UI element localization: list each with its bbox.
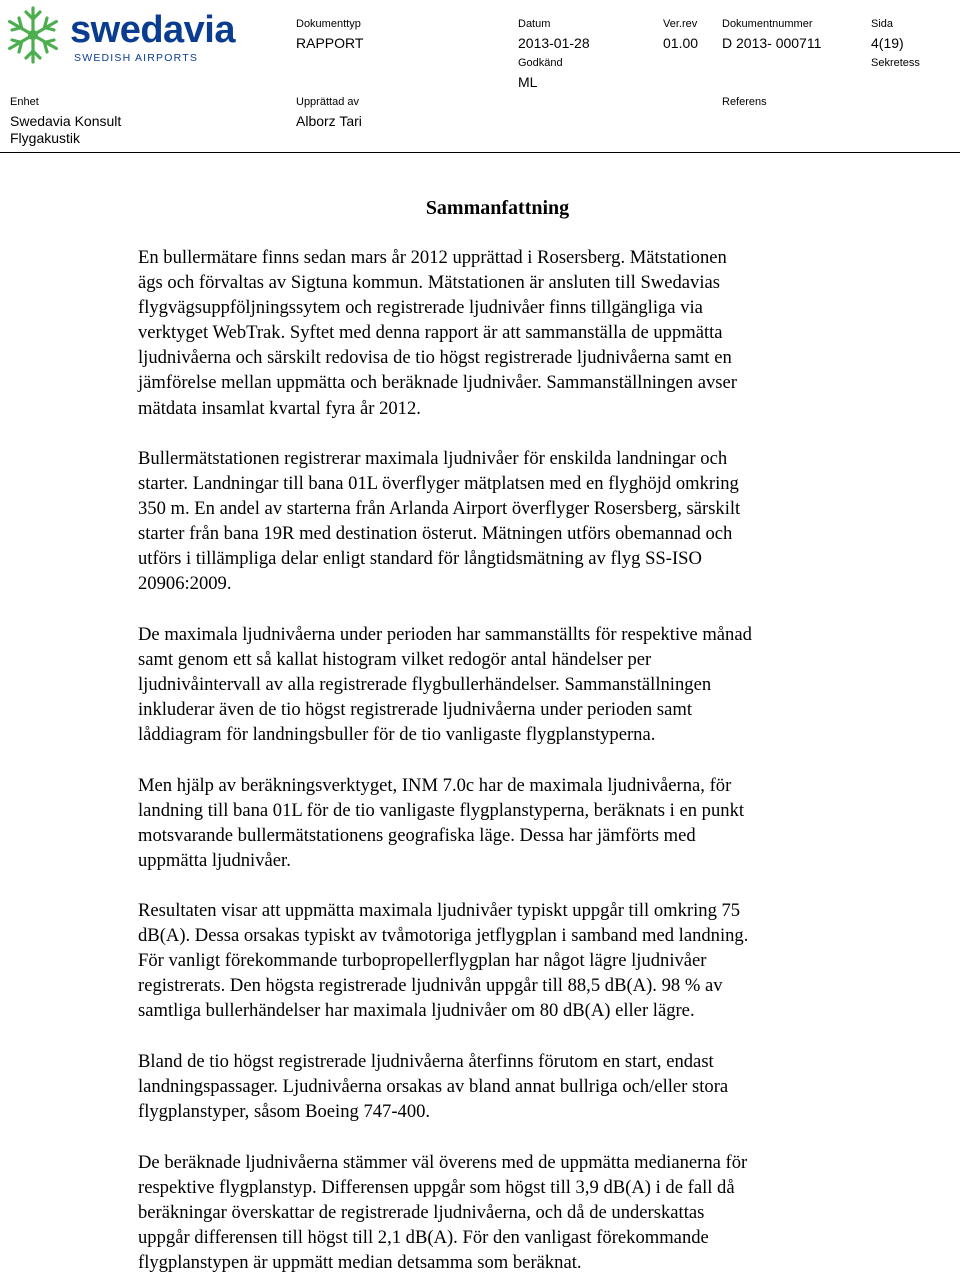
dokumentnummer-value: D 2013- 000711	[722, 35, 822, 51]
text-line: ägs och förvaltas av Sigtuna kommun. Mätstationen är ansluten till Swedavias	[138, 272, 720, 294]
text-line: 350 m. En andel av starterna från Arlanda Airport överflyger Rosersberg, särskilt	[138, 498, 741, 520]
text-line: Men hjälp av beräkningsverktyget, INM 7.0c har de maximala ljudnivåerna, för	[138, 775, 732, 796]
datum-value: 2013-01-28	[518, 35, 590, 51]
text-line: flygvägsuppföljningssytem och registrerade ljudnivåer finns tillgängliga via	[138, 297, 703, 319]
enhet-value-line2: Flygakustik	[10, 130, 81, 146]
logo-wordmark: swedavia	[70, 9, 235, 51]
referens-label: Referens	[722, 96, 767, 108]
text-line: För vanligt förekommande turbopropellerflygplan har något lägre ljudnivåer	[138, 950, 707, 972]
enhet-label: Enhet	[10, 96, 39, 108]
text-line: Bullermätstationen registrerar maximala ljudnivåer för enskilda landningar och	[138, 448, 728, 469]
sida-value: 4(19)	[871, 35, 904, 51]
header-divider	[0, 152, 960, 153]
text-line: verktyget WebTrak. Syftet med denna rapport är att sammanställa de uppmätta	[138, 322, 723, 344]
enhet-value-line1: Swedavia Konsult	[10, 113, 122, 129]
text-line: ljudnivåerna och särskilt redovisa de tio högst registrerade ljudnivåerna samt en	[138, 347, 732, 369]
text-line: uppmätta ljudnivåer.	[138, 850, 291, 872]
text-line: inkluderar även de tio högst registrerade ljudnivåerna under perioden samt	[138, 699, 692, 721]
text-line: De maximala ljudnivåerna under perioden har sammanställts för respektive månad	[138, 624, 752, 645]
text-line: En bullermätare finns sedan mars år 2012 upprättad i Rosersberg. Mätstationen	[138, 247, 727, 268]
sekretess-label: Sekretess	[871, 57, 920, 69]
section-title: Sammanfattning	[425, 197, 570, 219]
text-line: 20906:2009.	[138, 573, 232, 595]
text-line: De beräknade ljudnivåerna stämmer väl överens med de uppmätta medianerna för	[138, 1152, 748, 1173]
upprattad-label: Upprättad av	[296, 96, 359, 108]
logo-tagline: SWEDISH AIRPORTS	[74, 52, 199, 64]
swedavia-logo	[2, 4, 235, 70]
text-line: flygplanstyper, såsom Boeing 747-400.	[138, 1101, 431, 1123]
verrev-label: Ver.rev	[663, 18, 698, 30]
text-line: samt genom ett så kallat histogram vilket redogör antal händelser per	[138, 649, 652, 671]
datum-label: Datum	[518, 18, 551, 30]
dokumentnummer-label: Dokumentnummer	[722, 18, 813, 30]
dokumenttyp-label: Dokumenttyp	[296, 18, 361, 30]
godkand-label: Godkänd	[518, 57, 563, 69]
verrev-value: 01.00	[663, 35, 699, 51]
text-line: landning till bana 01L för de tio vanligaste flygplanstyperna, beräknats i en punkt	[138, 800, 745, 822]
text-line: motsvarande bullermätstationens geografiska läge. Dessa har jämförts med	[138, 825, 696, 847]
snowflake-icon	[2, 4, 64, 66]
text-line: ljudnivåintervall av alla registrerade flygbullerhändelser. Sammanställningen	[138, 674, 712, 696]
text-line: mätdata insamlat kvartal fyra år 2012.	[138, 397, 421, 419]
paragraph-7	[138, 1150, 747, 1275]
sida-label: Sida	[871, 18, 894, 30]
text-line: landningspassager. Ljudnivåerna orsakas av bland annat bullriga och/eller stora	[138, 1076, 729, 1098]
text-line: respektive flygplanstyp. Differensen uppgår som högst till 3,9 dB(A) i de fall då	[138, 1177, 735, 1199]
text-line: starter. Landningar till bana 01L överflyger mätplatsen med en flyghöjd omkring	[138, 473, 739, 495]
dokumenttyp-value: RAPPORT	[296, 35, 364, 51]
text-line: flygplanstypen är uppmätt median detsamma som beräknat.	[138, 1252, 582, 1274]
text-line: uppgår differensen till högst till 2,1 dB(A). För den vanligast förekommande	[138, 1227, 709, 1249]
text-line: Resultaten visar att uppmätta maximala ljudnivåer typiskt uppgår till omkring 75	[138, 900, 741, 921]
paragraph-3	[138, 622, 752, 747]
text-line: låddiagram för landningsbuller för de tio vanligaste flygplanstyperna.	[138, 724, 656, 746]
paragraph-6	[138, 1049, 728, 1124]
upprattad-value: Alborz Tari	[296, 113, 362, 129]
text-line: beräkningar överskattar de registrerade ljudnivåerna, och då de underskattas	[138, 1202, 705, 1224]
godkand-value: ML	[518, 74, 538, 90]
text-line: Bland de tio högst registrerade ljudnivåerna återfinns förutom en start, endast	[138, 1051, 714, 1072]
text-line: registrerats. Den högsta registrerade ljudnivån uppgår till 88,5 dB(A). 98 % av	[138, 975, 723, 997]
text-line: dB(A). Dessa orsakas typiskt av tvåmotoriga jetflygplan i samband med landning.	[138, 925, 749, 947]
text-line: starter från bana 19R med destination österut. Mätningen utförs obemannad och	[138, 523, 733, 545]
paragraph-1	[138, 245, 737, 421]
paragraph-4	[138, 773, 744, 873]
text-line: samtliga bullerhändelser har maximala ljudnivåer om 80 dB(A) eller lägre.	[138, 1000, 695, 1022]
text-line: utförs i tillämpliga delar enligt standard för långtidsmätning av flyg SS-ISO	[138, 548, 702, 570]
text-line: jämförelse mellan uppmätta och beräknade ljudnivåer. Sammanställningen avser	[138, 372, 737, 394]
paragraph-5	[138, 898, 748, 1023]
paragraph-2	[138, 446, 740, 597]
